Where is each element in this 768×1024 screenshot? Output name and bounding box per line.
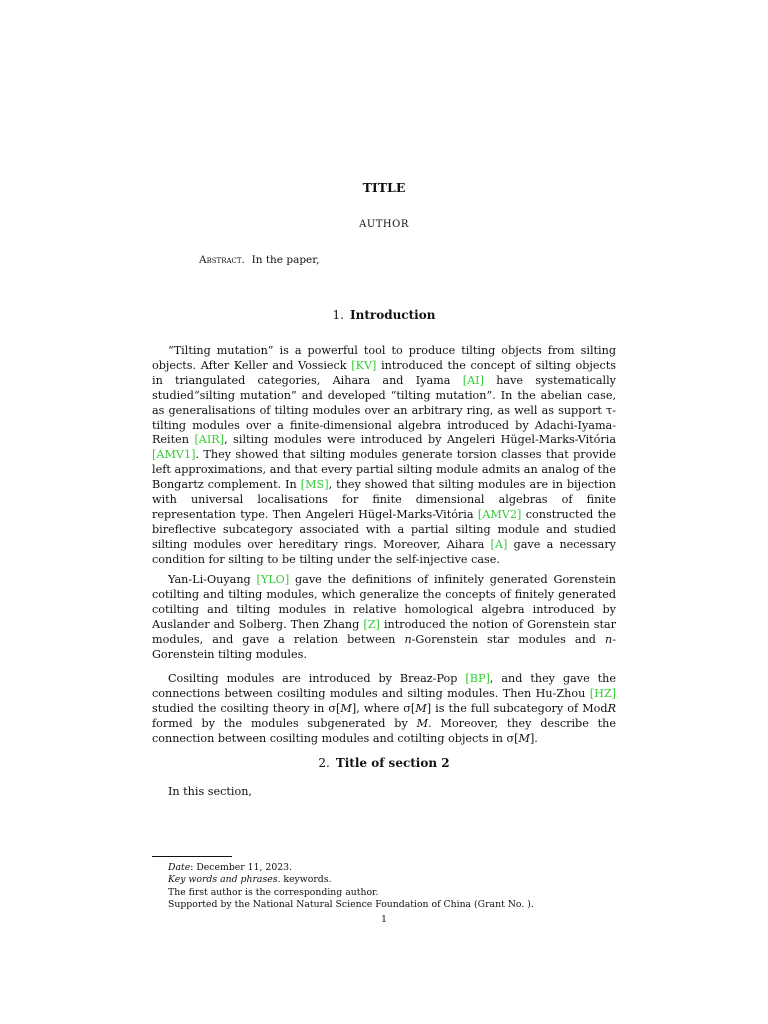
text-run: formed by the modules subgenerated by [152,716,417,730]
citation-link[interactable]: [BP] [465,672,490,685]
intro-paragraph-3 [152,672,616,747]
paper-author: AUTHOR [359,219,409,230]
citation-link[interactable]: [A] [490,537,508,551]
text-run: “Tilting mutation” is a powerful tool to produce tilting objects from silting objects. After Keller and Vossieck [152,344,616,372]
math-variable: R [607,701,616,715]
text-run: , and they gave the connections between cosilting modules and silting modules. Then Hu-Zhou [152,672,616,700]
paper-title: TITLE [362,180,406,195]
section-2-heading [0,756,768,770]
section-1-number: 1. [332,308,344,322]
text-run: . They showed that silting modules generate torsion classes that provide left approximations, and that every partial silting module admits an analog of the Bongartz complement. In [152,448,616,492]
citation-link[interactable]: [AMV1] [152,448,196,462]
intro-paragraph-1 [152,344,616,568]
math-variable: M [416,716,429,730]
abstract [199,254,319,266]
citation-link[interactable]: [AI] [462,373,484,387]
abstract-label: Abstract. [199,254,245,266]
footnote-keywords-value: keywords. [280,874,332,886]
footnote-date [168,862,534,874]
text-run: ]. [529,731,538,745]
citation-link[interactable]: [Z] [363,617,380,631]
math-variable: n [404,632,412,646]
section-2-title: Title of section 2 [335,756,450,770]
citation-link[interactable]: [MS] [300,478,329,492]
section-1-heading [0,308,768,322]
citation-link[interactable]: [AIR] [194,433,225,447]
math-variable: M [518,731,530,745]
text-run: studied the cosilting theory in σ[ [152,701,341,715]
text-run: have systematically studied“silting mutation” and developed “tilting mutation”. In the abelian case, as generalisations of tilting modules over an arbitrary ring, as well as support τ-tilting modules over a finite-dimensional algebra introduced by Adachi-Iyama-Reiten [152,373,616,447]
text-run: gave the definitions of infinitely generated Gorenstein cotilting and tilting modules, which generalize the concepts of finitely generated cotilting and tilting modules in relative homological algebra introduced by Auslander and Solberg. Then Zhang [152,573,616,631]
section-1-title: Introduction [349,308,436,322]
math-variable: M [415,701,427,715]
citation-link[interactable]: [KV] [351,358,377,372]
section-2-number: 2. [318,756,330,770]
footnote-date-label: Date [168,862,191,873]
text-run: Cosilting modules are introduced by Breaz-Pop [168,672,466,685]
footnote-keywords [168,874,534,886]
text-run: gave a necessary condition for silting to be tilting under the self-injective case. [152,537,616,566]
text-run: -Gorenstein star modules and [411,632,606,646]
citation-link[interactable]: [YLO] [256,573,290,586]
abstract-text: In the paper, [251,254,320,266]
section-2-paragraph: In this section, [168,785,252,798]
text-run: introduced the notion of Gorenstein star modules, and gave a relation between [152,617,616,646]
math-variable: M [340,701,352,715]
footnotes [168,862,534,912]
text-run: constructed the bireflective subcategory associated with a partial silting module and studied silting modules over hereditary rings. Moreover, Aihara [152,507,616,551]
text-run: -Gorenstein tilting modules. [152,632,617,661]
footnote-date-value: : December 11, 2023. [190,862,293,873]
citation-link[interactable]: [HZ] [589,686,616,700]
text-run: , they showed that silting modules are in bijection with universal localisations for finite dimensional algebras of finite representation type. Then Angeleri Hügel-Marks-Vitória [152,478,616,521]
text-run: Yan-Li-Ouyang [168,573,257,586]
text-run: ], where σ[ [351,701,416,715]
page-number: 1 [380,914,388,925]
math-variable: n [605,632,613,646]
footnote-corresponding: The first author is the corresponding author. [168,886,379,898]
footnote-funding: Supported by the National Natural Science Foundation of China (Grant No. ). [168,899,534,911]
footnote-keywords-label: Key words and phrases. [168,874,281,886]
footnote-divider [152,856,232,857]
text-run: introduced the concept of silting objects in triangulated categories, Aihara and Iyama [152,358,617,387]
text-run: , silting modules were introduced by Angeleri Hügel-Marks-Vitória [224,433,616,447]
citation-link[interactable]: [AMV2] [477,507,522,521]
text-run: . Moreover, they describe the connection between cosilting modules and cotilting objects in σ[ [152,716,616,745]
text-run: ] is the full subcategory of Mod [426,701,608,715]
intro-paragraph-2 [152,573,616,662]
